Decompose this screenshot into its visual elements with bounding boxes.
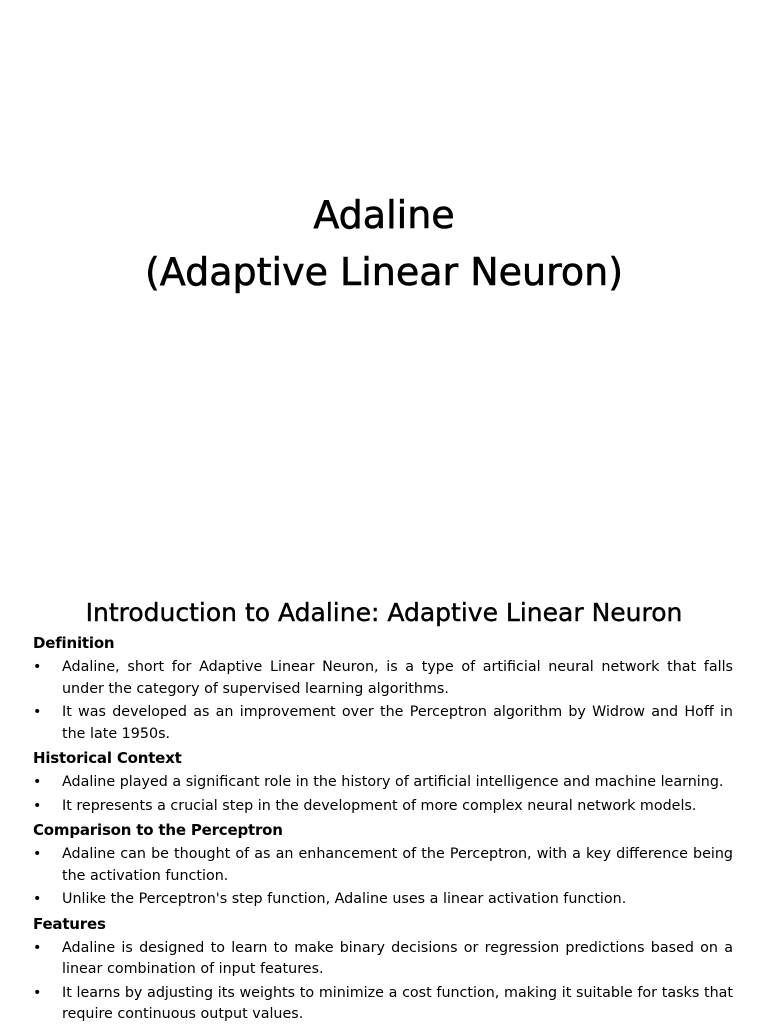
section-title: Comparison to the Perceptron	[33, 821, 283, 839]
bullet-text: It represents a crucial step in the development of more complex neural network models.	[62, 797, 697, 814]
bullet-item	[33, 657, 733, 700]
bullet-item	[33, 772, 733, 794]
section-title: Historical Context	[33, 749, 182, 767]
bullet-item	[33, 889, 733, 911]
bullet-dot-icon: •	[33, 846, 42, 862]
bullet-dot-icon: •	[33, 984, 42, 1001]
bullet-dot-icon: •	[33, 797, 42, 814]
bullet-dot-icon: •	[33, 939, 42, 956]
slide-title-main: Adaline	[313, 193, 455, 237]
bullet-text: Adaline, short for Adaptive Linear Neuron, is a type of artificial neural network that falls under the category of supervised learning algorithms.	[62, 659, 733, 697]
slide-heading: Introduction to Adaline: Adaptive Linear Neuron	[85, 598, 683, 627]
bullet-item	[33, 702, 733, 745]
bullet-item	[33, 938, 733, 981]
bullet-text: Adaline is designed to learn to make binary decisions or regression predictions based on a linear combination of input features.	[62, 939, 733, 977]
bullet-dot-icon: •	[33, 774, 42, 790]
bullet-text: It learns by adjusting its weights to minimize a cost function, making it suitable for tasks that require continuous output values.	[62, 984, 733, 1022]
bullet-item	[33, 983, 733, 1024]
slide-title-subtitle: (Adaptive Linear Neuron)	[144, 250, 624, 294]
bullet-text: Adaline can be thought of as an enhancement of the Perceptron, with a key difference being the activation function.	[62, 846, 733, 884]
bullet-dot-icon: •	[33, 659, 42, 675]
bullet-item	[33, 796, 733, 818]
intro-slide	[0, 575, 768, 1024]
bullet-item	[33, 844, 733, 887]
slide-content	[33, 630, 733, 1024]
section-title: Features	[33, 914, 106, 933]
bullet-dot-icon: •	[33, 891, 42, 907]
bullet-text: It was developed as an improvement over the Perceptron algorithm by Widrow and Hoff in the late 1950s.	[62, 704, 733, 742]
bullet-text: Unlike the Perceptron's step function, Adaline uses a linear activation function.	[62, 891, 627, 907]
bullet-text: Adaline played a significant role in the history of artificial intelligence and machine learning.	[62, 774, 724, 790]
section-title: Definition	[33, 634, 115, 652]
bullet-dot-icon: •	[33, 704, 42, 720]
